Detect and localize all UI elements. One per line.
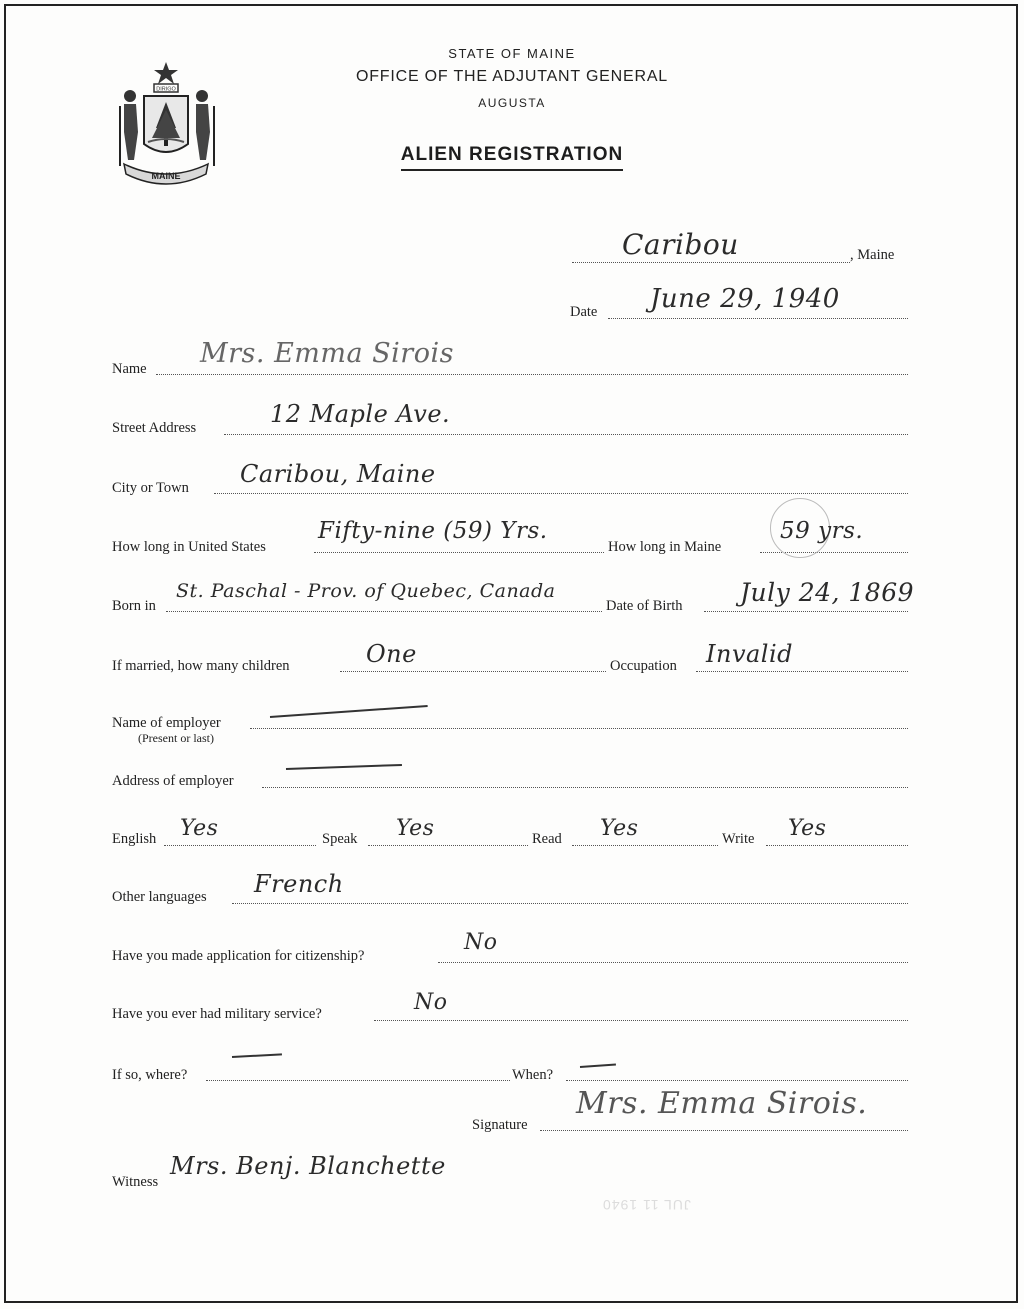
header-state: STATE OF MAINE (448, 46, 576, 61)
citizenship-label: Have you made application for citizenship? (112, 948, 365, 964)
city-value[interactable]: Caribou, Maine (240, 460, 436, 488)
english-label: English (112, 831, 157, 847)
received-stamp: JUL 11 1940 (602, 1197, 691, 1213)
occupation-label: Occupation (610, 658, 677, 674)
header-office: OFFICE OF THE ADJUTANT GENERAL (355, 68, 669, 85)
other-languages-label: Other languages (112, 889, 207, 905)
witness-label: Witness (112, 1174, 159, 1190)
dob-line (704, 611, 908, 612)
write-line (766, 845, 908, 846)
form-title-text: ALIEN REGISTRATION (401, 144, 623, 171)
name-line (156, 374, 908, 375)
born-value[interactable]: St. Paschal - Prov. of Quebec, Canada (176, 580, 556, 602)
employer-label: Name of employer (112, 715, 221, 731)
citizenship-line (438, 962, 908, 963)
when-line (566, 1080, 908, 1081)
dob-value[interactable]: July 24, 1869 (740, 578, 915, 607)
street-value[interactable]: 12 Maple Ave. (270, 400, 451, 428)
employer-address-line (262, 787, 908, 788)
children-label: If married, how many children (112, 658, 290, 674)
header-city: AUGUSTA (478, 96, 546, 110)
employer-sublabel: (Present or last) (138, 731, 214, 745)
us-line (314, 552, 604, 553)
born-line (166, 611, 602, 612)
where-line (206, 1080, 510, 1081)
other-languages-line (232, 903, 908, 904)
citizenship-value[interactable]: No (464, 930, 498, 955)
employer-line (250, 728, 908, 729)
city-line (214, 493, 908, 494)
street-label: Street Address (112, 420, 197, 436)
read-line (572, 845, 718, 846)
signature-line (540, 1130, 908, 1131)
name-value[interactable]: Mrs. Emma Sirois (200, 338, 454, 369)
english-value[interactable]: Yes (180, 816, 219, 841)
read-label: Read (532, 831, 562, 847)
where-label: If so, where? (112, 1067, 188, 1083)
english-line (164, 845, 316, 846)
date-line (608, 318, 908, 319)
speak-value[interactable]: Yes (396, 816, 435, 841)
maine-value[interactable]: 59 yrs. (780, 518, 864, 544)
town-line (572, 262, 850, 263)
speak-line (368, 845, 528, 846)
witness-value[interactable]: Mrs. Benj. Blanchette (170, 1152, 446, 1180)
date-label: Date (570, 304, 598, 320)
read-value[interactable]: Yes (600, 816, 639, 841)
military-line (374, 1020, 908, 1021)
city-label: City or Town (112, 480, 189, 496)
born-label: Born in (112, 598, 156, 614)
write-value[interactable]: Yes (788, 816, 827, 841)
maine-label: How long in Maine (608, 539, 722, 555)
military-label: Have you ever had military service? (112, 1006, 322, 1022)
date-value: June 29, 1940 (650, 284, 840, 314)
town-value: Caribou (622, 228, 739, 261)
occupation-value[interactable]: Invalid (706, 640, 794, 668)
signature-label: Signature (472, 1117, 528, 1133)
seal-motto: DIRIGO (156, 86, 176, 93)
children-value[interactable]: One (366, 640, 417, 668)
name-label: Name (112, 361, 147, 377)
dob-label: Date of Birth (606, 598, 683, 614)
signature-value[interactable]: Mrs. Emma Sirois. (576, 1086, 868, 1121)
children-line (340, 671, 606, 672)
form-title (0, 144, 1024, 171)
speak-label: Speak (322, 831, 358, 847)
write-label: Write (722, 831, 755, 847)
town-suffix: , Maine (850, 247, 895, 263)
military-value[interactable]: No (414, 990, 448, 1015)
occupation-line (696, 671, 908, 672)
other-languages-value[interactable]: French (254, 870, 344, 898)
us-value[interactable]: Fifty-nine (59) Yrs. (318, 518, 548, 544)
seal-banner: MAINE (151, 171, 181, 181)
employer-address-label: Address of employer (112, 773, 234, 789)
when-label: When? (512, 1067, 554, 1083)
us-label: How long in United States (112, 539, 266, 555)
street-line (224, 434, 908, 435)
